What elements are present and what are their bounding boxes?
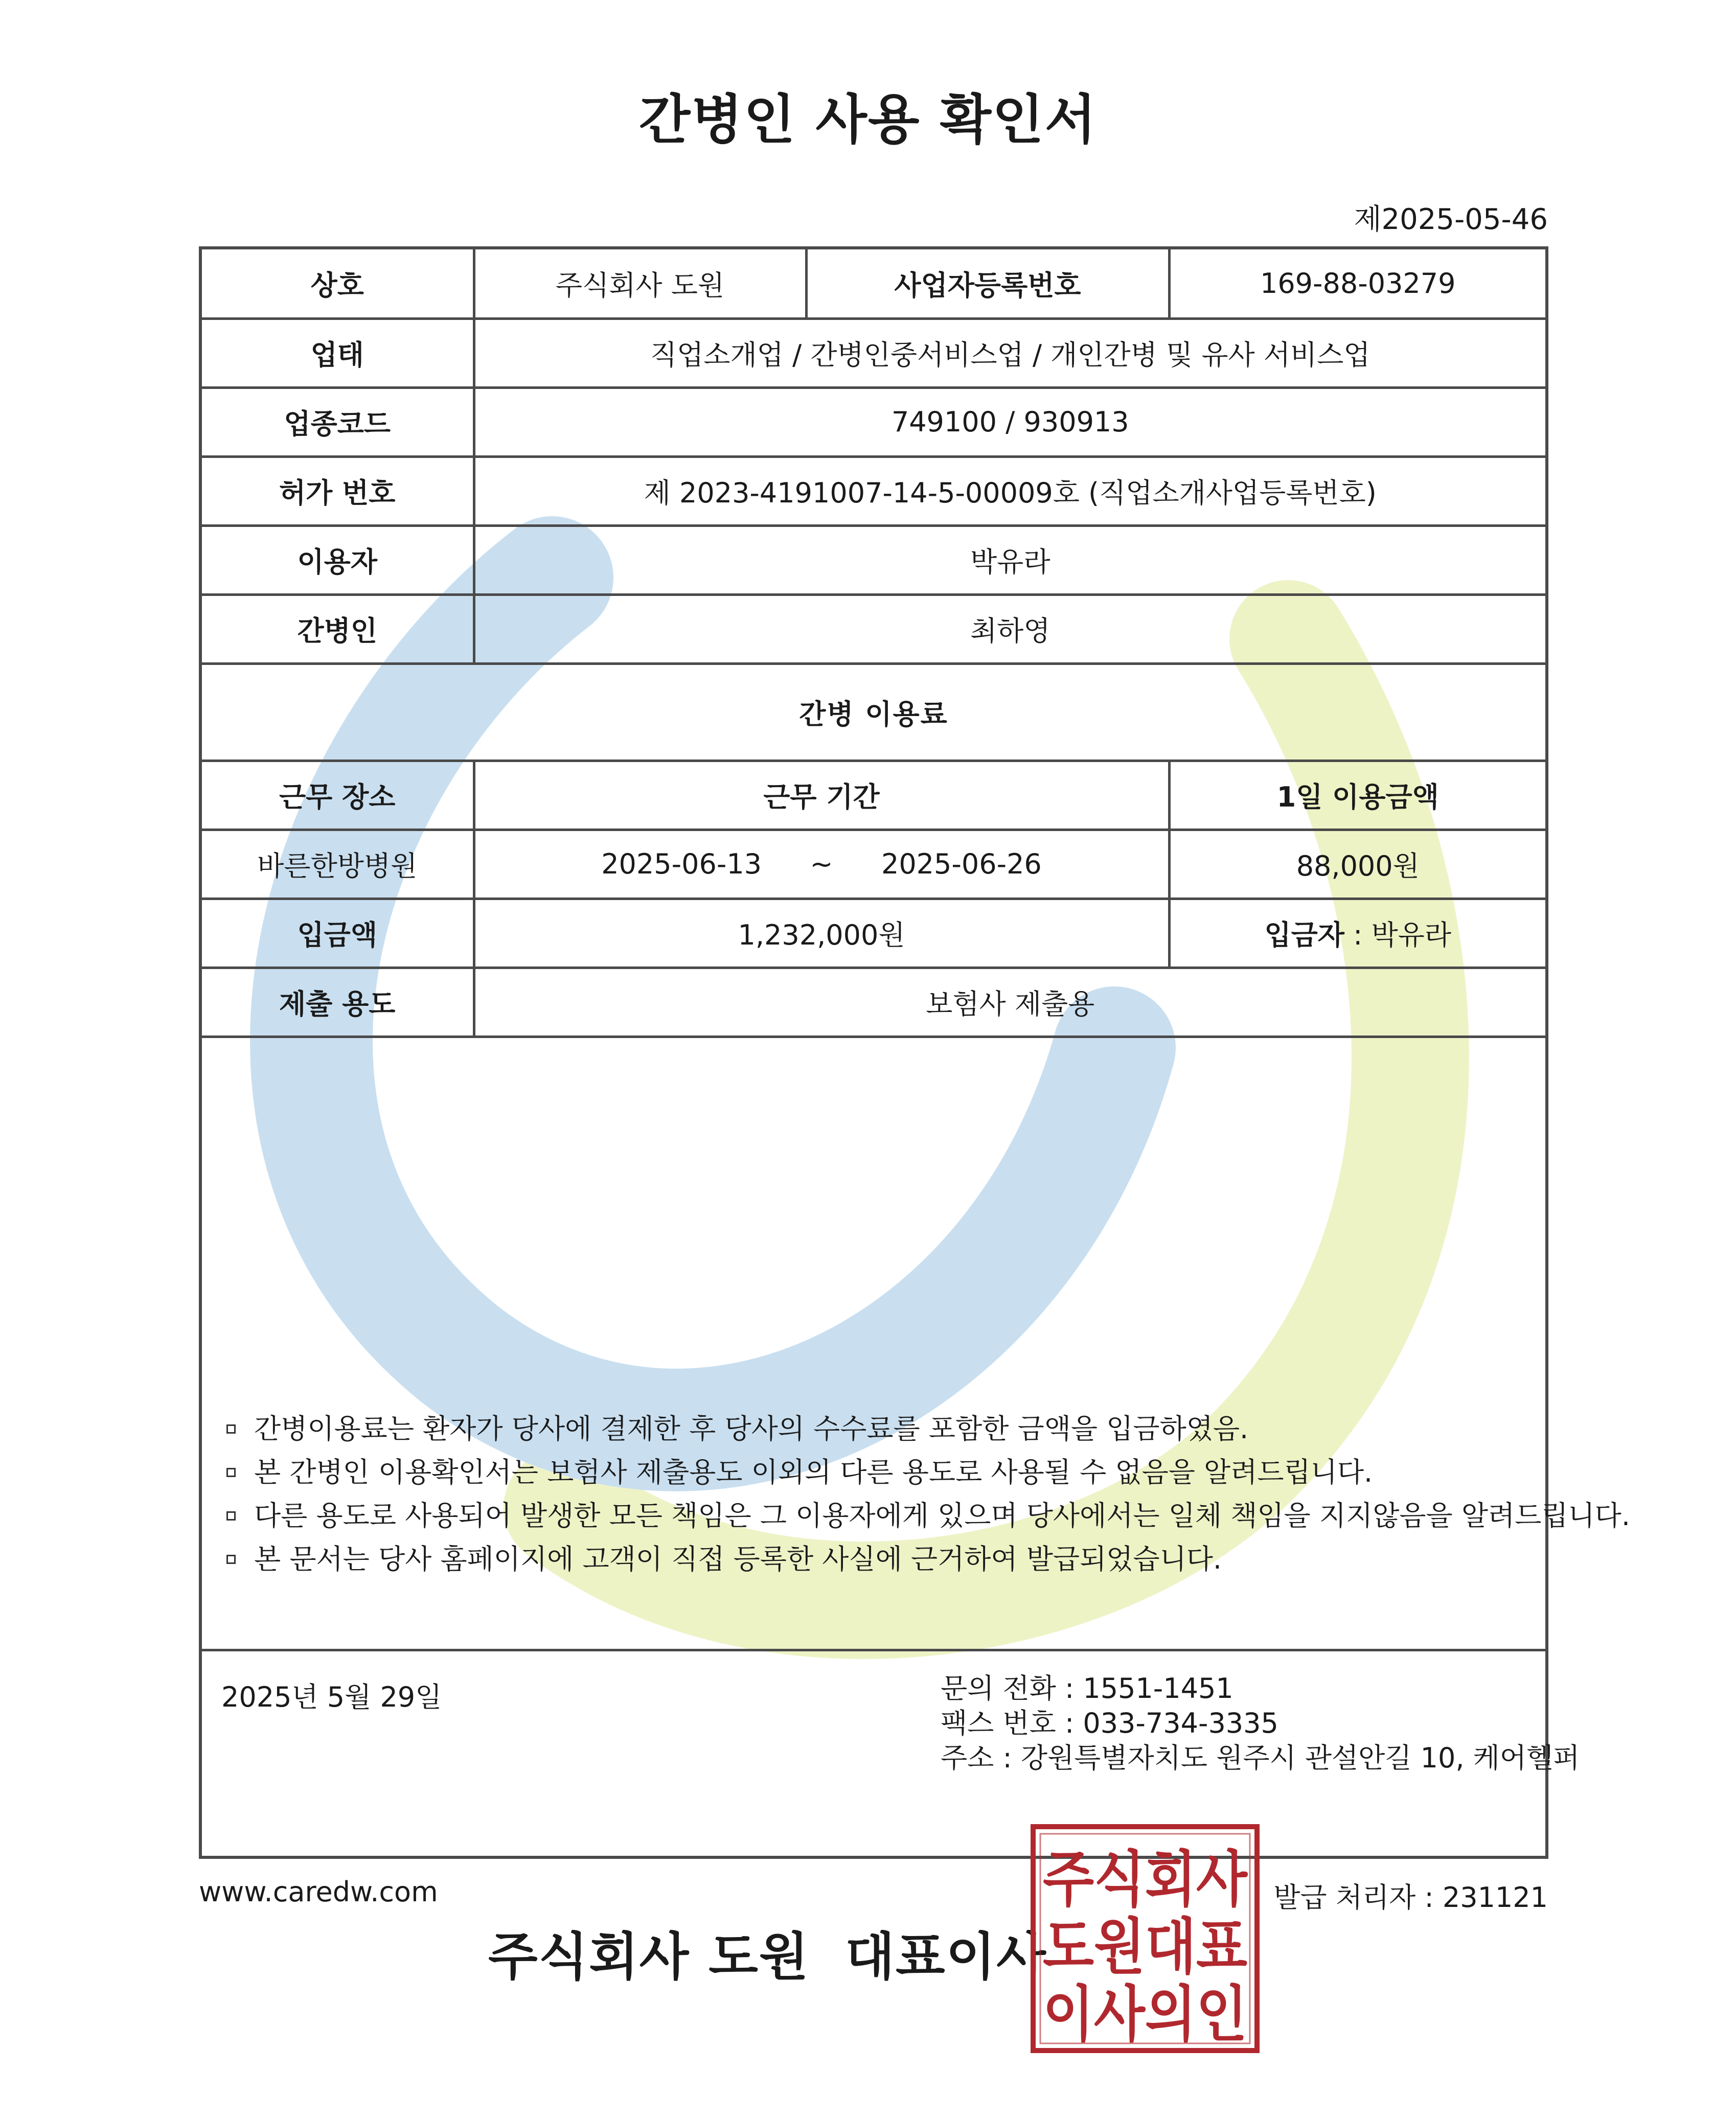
label-daily-amount: 1일 이용금액 (1169, 761, 1545, 830)
divider (202, 1649, 1545, 1651)
label-permit-number: 허가 번호 (202, 456, 474, 525)
square-bullet-icon (226, 1468, 236, 1477)
issue-date: 2025년 5월 29일 (221, 1681, 442, 1713)
period-separator: ~ (810, 848, 833, 880)
row-user (202, 525, 1545, 594)
issuer-code: 발급 처리자 : 231121 (1273, 1881, 1548, 1914)
purpose: 보험사 제출용 (474, 968, 1545, 1037)
list-item: 본 간병인 이용확인서는 보험사 제출용도 이외의 다른 용도로 사용될 수 없음을 알려드립니다. (226, 1451, 1630, 1494)
row-purpose (202, 968, 1545, 1037)
seal-text-line: 이사의인 (1043, 1979, 1247, 2050)
work-period (474, 830, 1169, 899)
row-permit-number (202, 456, 1545, 525)
square-bullet-icon (226, 1511, 236, 1521)
caregiver-name: 최하영 (474, 594, 1545, 663)
row-industry-code (202, 387, 1545, 456)
row-business-type (202, 318, 1545, 387)
row-caregiver (202, 594, 1545, 663)
daily-amount: 88,000원 (1169, 830, 1545, 899)
depositor-name: 박유라 (1371, 919, 1452, 951)
signer-company: 주식회사 도원 (488, 1927, 810, 1987)
deposit-amount: 1,232,000원 (474, 899, 1169, 968)
industry-code: 749100 / 930913 (474, 387, 1545, 456)
signer-title: 대표이사 (845, 1927, 1047, 1987)
row-fee-header (202, 761, 1545, 830)
seal-text-line: 주식회사 (1043, 1844, 1248, 1915)
label-caregiver: 간병인 (202, 594, 474, 663)
row-fee-section (202, 663, 1545, 761)
label-industry-code: 업종코드 (202, 387, 474, 456)
fax-number: 팩스 번호 : 033-734-3335 (941, 1707, 1278, 1739)
work-place: 바른한방병원 (202, 830, 474, 899)
company-seal-stamp (1030, 1824, 1260, 2054)
contact-info (941, 1671, 1580, 1776)
document-title: 간병인 사용 확인서 (638, 88, 1098, 151)
permit-number: 제 2023-4191007-14-5-00009호 (직업소개사업등록번호) (474, 456, 1545, 525)
notes-list (226, 1407, 1630, 1581)
square-bullet-icon (226, 1555, 236, 1564)
business-type: 직업소개업 / 간병인중서비스업 / 개인간병 및 유사 서비스업 (474, 318, 1545, 387)
label-work-period: 근무 기간 (474, 761, 1169, 830)
period-end: 2025-06-26 (881, 848, 1042, 880)
row-deposit (202, 899, 1545, 968)
address: 주소 : 강원특별자치도 원주시 관설안길 10, 케어헬퍼 (941, 1742, 1580, 1774)
list-item: 다른 용도로 사용되어 발생한 모든 책임은 그 이용자에게 있으며 당사에서는 일체 책임을 지지않음을 알려드립니다. (226, 1494, 1630, 1537)
phone-number: 문의 전화 : 1551-1451 (941, 1672, 1234, 1705)
label-deposit: 입금액 (202, 899, 474, 968)
fee-section-title: 간병 이용료 (202, 663, 1545, 761)
label-purpose: 제출 용도 (202, 968, 474, 1037)
registration-number: 169-88-03279 (1169, 249, 1545, 318)
company-name: 주식회사 도원 (474, 249, 806, 318)
square-bullet-icon (226, 1424, 236, 1434)
label-work-place: 근무 장소 (202, 761, 474, 830)
depositor-separator: : (1344, 919, 1372, 951)
list-item: 본 문서는 당사 홈페이지에 고객이 직접 등록한 사실에 근거하여 발급되었습니다. (226, 1537, 1630, 1581)
label-depositor: 입금자 (1264, 919, 1344, 951)
label-company-name: 상호 (202, 249, 474, 318)
row-fee-values (202, 830, 1545, 899)
user-name: 박유라 (474, 525, 1545, 594)
label-registration-number: 사업자등록번호 (806, 249, 1169, 318)
row-company (202, 249, 1545, 318)
website-link[interactable]: www.caredw.com (199, 1876, 438, 1908)
signature-line (488, 1916, 1047, 1989)
label-business-type: 업태 (202, 318, 474, 387)
label-user: 이용자 (202, 525, 474, 594)
info-table (202, 249, 1545, 1038)
document-number: 제2025-05-46 (1354, 203, 1548, 236)
depositor-cell (1169, 899, 1545, 968)
seal-text-line: 도원대표 (1043, 1912, 1248, 1982)
list-item: 간병이용료는 환자가 당사에 결제한 후 당사의 수수료를 포함한 금액을 입금하였음. (226, 1407, 1630, 1451)
period-start: 2025-06-13 (601, 848, 762, 880)
